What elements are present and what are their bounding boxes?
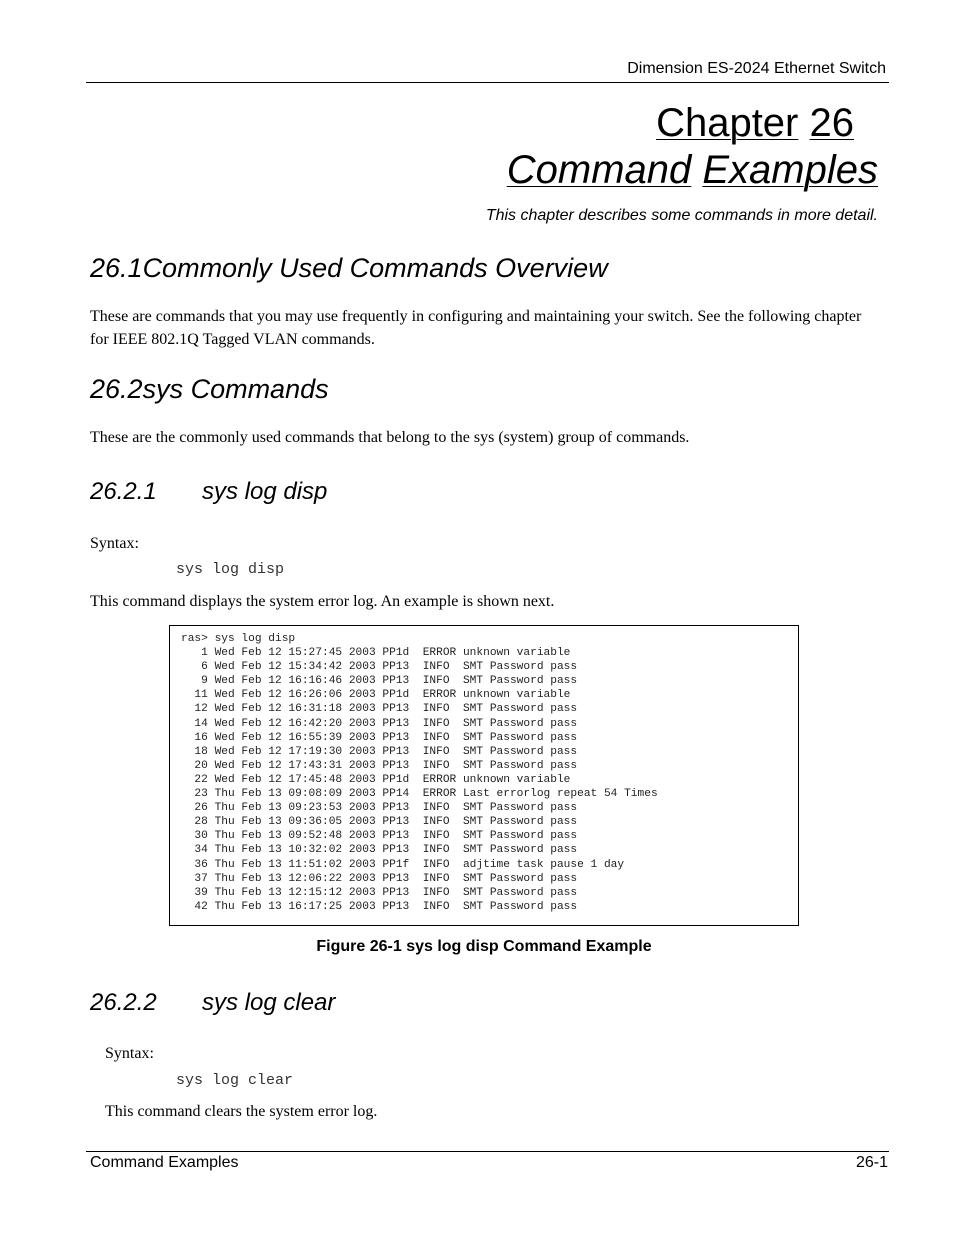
footer-rule [86, 1151, 889, 1152]
code-line: 37 Thu Feb 13 12:06:22 2003 PP13 INFO SMT Password pass [181, 872, 578, 885]
code-line: 34 Thu Feb 13 10:32:02 2003 PP13 INFO SMT Password pass [181, 844, 578, 857]
section-26-1-heading [90, 252, 608, 284]
code-line: 1 Wed Feb 12 15:27:45 2003 PP1d ERROR unknown variable [181, 647, 571, 660]
section-number: 26.2 [90, 374, 143, 404]
code-line: 23 Thu Feb 13 09:08:09 2003 PP14 ERROR Last errorlog repeat 54 Times [181, 788, 658, 801]
code-line: 6 Wed Feb 12 15:34:42 2003 PP13 INFO SMT Password pass [181, 661, 578, 674]
command-description: This command displays the system error log. An example is shown next. [90, 593, 555, 610]
code-example-box [169, 625, 799, 926]
code-line: 9 Wed Feb 12 16:16:46 2003 PP13 INFO SMT Password pass [181, 675, 578, 688]
code-line: 12 Wed Feb 12 16:31:18 2003 PP13 INFO SMT Password pass [181, 703, 578, 716]
section-title: Commonly Used Commands Overview [142, 253, 608, 283]
section-title: sys log disp [202, 478, 328, 505]
chapter-title-word2: Examples [702, 148, 878, 192]
figure-caption: Figure 26-1 sys log disp Command Example [316, 938, 652, 955]
running-header: Dimension ES-2024 Ethernet Switch [627, 60, 886, 77]
section-title: sys Commands [142, 374, 329, 404]
page-number: 26-1 [855, 1154, 888, 1171]
section-26-2-2-heading [90, 988, 490, 1018]
section-26-2-body: These are the commonly used commands that belong to the sys (system) group of commands. [90, 429, 690, 446]
syntax-label: Syntax: [90, 535, 139, 552]
chapter-number: 26 [809, 101, 854, 145]
code-line: 22 Wed Feb 12 17:45:48 2003 PP1d ERROR unknown variable [181, 773, 571, 786]
footer-chapter-name: Command Examples [90, 1154, 239, 1171]
code-line: 16 Wed Feb 12 16:55:39 2003 PP13 INFO SMT Password pass [181, 731, 578, 744]
section-26-2-1-heading [90, 477, 490, 507]
code-line: ras> sys log disp [181, 633, 296, 645]
syntax-command: sys log disp [176, 561, 285, 578]
header-rule [86, 82, 889, 83]
code-line: 14 Wed Feb 12 16:42:20 2003 PP13 INFO SMT Password pass [181, 717, 578, 730]
chapter-title-word1: Command [506, 148, 692, 192]
chapter-word: Chapter [656, 101, 799, 145]
section-26-1-body: These are commands that you may use frequently in configuring and maintaining your switch. See the following chapter for IEEE 802.1Q Tagged VLAN commands. [90, 308, 862, 348]
syntax-command: sys log clear [176, 1072, 294, 1089]
section-number: 26.2.2 [90, 989, 157, 1016]
code-line: 42 Thu Feb 13 16:17:25 2003 PP13 INFO SMT Password pass [181, 900, 578, 913]
section-26-2-heading [90, 373, 329, 405]
code-line: 11 Wed Feb 12 16:26:06 2003 PP1d ERROR unknown variable [181, 689, 571, 702]
chapter-intro: This chapter describes some commands in more detail. [485, 207, 878, 224]
chapter-heading [656, 98, 854, 148]
code-line: 18 Wed Feb 12 17:19:30 2003 PP13 INFO SMT Password pass [181, 745, 578, 758]
section-number: 26.2.1 [90, 478, 157, 505]
chapter-title [507, 145, 878, 195]
syntax-label: Syntax: [105, 1045, 154, 1062]
code-line: 20 Wed Feb 12 17:43:31 2003 PP13 INFO SMT Password pass [181, 759, 578, 772]
code-line: 26 Thu Feb 13 09:23:53 2003 PP13 INFO SMT Password pass [181, 802, 578, 815]
code-line: 30 Thu Feb 13 09:52:48 2003 PP13 INFO SMT Password pass [181, 830, 578, 843]
code-line: 36 Thu Feb 13 11:51:02 2003 PP1f INFO adjtime task pause 1 day [181, 858, 625, 871]
code-line: 39 Thu Feb 13 12:15:12 2003 PP13 INFO SMT Password pass [181, 886, 578, 899]
section-number: 26.1 [90, 253, 143, 283]
section-title: sys log clear [202, 989, 336, 1016]
code-line: 28 Thu Feb 13 09:36:05 2003 PP13 INFO SMT Password pass [181, 816, 578, 829]
command-description: This command clears the system error log. [105, 1103, 378, 1120]
